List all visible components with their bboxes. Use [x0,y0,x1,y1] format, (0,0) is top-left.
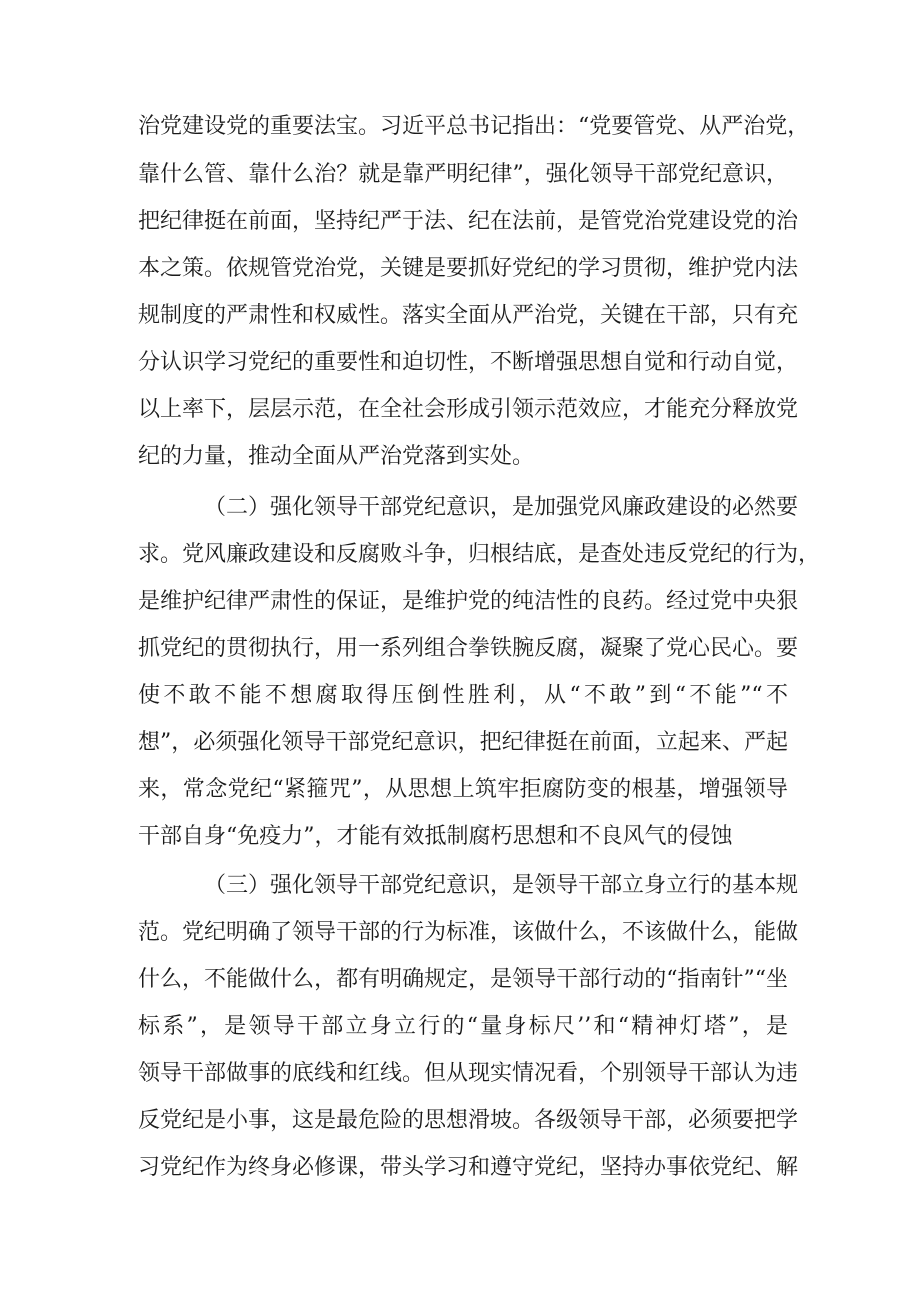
paragraph-2-line-6: 想”，必须强化领导干部党纪意识，把纪律挺在前面，立起来、严起 [138,730,788,755]
paragraph-2-line-4: 抓党纪的贯彻执行，用一系列组合拳铁腕反腐，凝聚了党心民心。要 [138,636,799,661]
paragraph-2-line-8: 干部自身“免疫力”，才能有效抵制腐朽思想和不良风气的侵蚀 [138,824,733,849]
paragraph-1-line-1: 治党建设党的重要法宝。习近平总书记指出：“党要管党、从严治党， [138,114,810,139]
paragraph-2-line-2: 求。党风廉政建设和反腐败斗争，归根结底，是查处违反党纪的行为， [138,542,821,567]
paragraph-3-line-6: 反党纪是小事，这是最危险的思想滑坡。各级领导干部，必须要把学 [138,1108,799,1133]
paragraph-1-line-4: 本之策。依规管党治党，关键是要抓好党纪的学习贯彻，维护党内法 [138,256,799,281]
paragraph-2-line-3: 是维护纪律严肃性的保证，是维护党的纯洁性的良药。经过党中央狠 [138,589,799,614]
paragraph-1-line-7: 以上率下，层层示范，在全社会形成引领示范效应，才能充分释放党 [138,397,799,422]
paragraph-3-line-3: 什么，不能做什么，都有明确规定，是领导干部行动的“指南针”“坐 [138,967,788,992]
paragraph-3-line-1: （三）强化领导干部党纪意识，是领导干部立身立行的基本规 [204,873,799,898]
paragraph-2-line-5: 使不敢不能不想腐取得压倒性胜利，从“不敢”到“不能”“不 [138,683,788,708]
paragraph-3-line-2: 范。党纪明确了领导干部的行为标准，该做什么，不该做什么，能做 [138,920,799,945]
paragraph-2-line-1: （二）强化领导干部党纪意识，是加强党风廉政建设的必然要 [204,495,799,520]
paragraph-1-line-8: 纪的力量，推动全面从严治党落到实处。 [138,444,535,469]
paragraph-2-line-7: 来，常念党纪“紧箍咒”，从思想上筑牢拒腐防变的根基，增强领导 [138,777,788,802]
paragraph-1-line-5: 规制度的严肃性和权威性。落实全面从严治党，关键在干部，只有充 [138,303,799,328]
paragraph-3-line-5: 领导干部做事的底线和红线。但从现实情况看，个别领导干部认为违 [138,1061,799,1086]
paragraph-1-line-6: 分认识学习党纪的重要性和迫切性，不断增强思想自觉和行动自觉， [138,350,799,375]
paragraph-1-line-2: 靠什么管、靠什么治？就是靠严明纪律”，强化领导干部党纪意识， [138,162,788,187]
paragraph-3-line-7: 习党纪作为终身必修课，带头学习和遵守党纪，坚持办事依党纪、解 [138,1155,799,1180]
paragraph-1-line-3: 把纪律挺在前面，坚持纪严于法、纪在法前，是管党治党建设党的治 [138,209,799,234]
paragraph-3-line-4: 标系”，是领导干部立身立行的“量身标尺’’和“精神灯塔”，是 [138,1014,788,1039]
